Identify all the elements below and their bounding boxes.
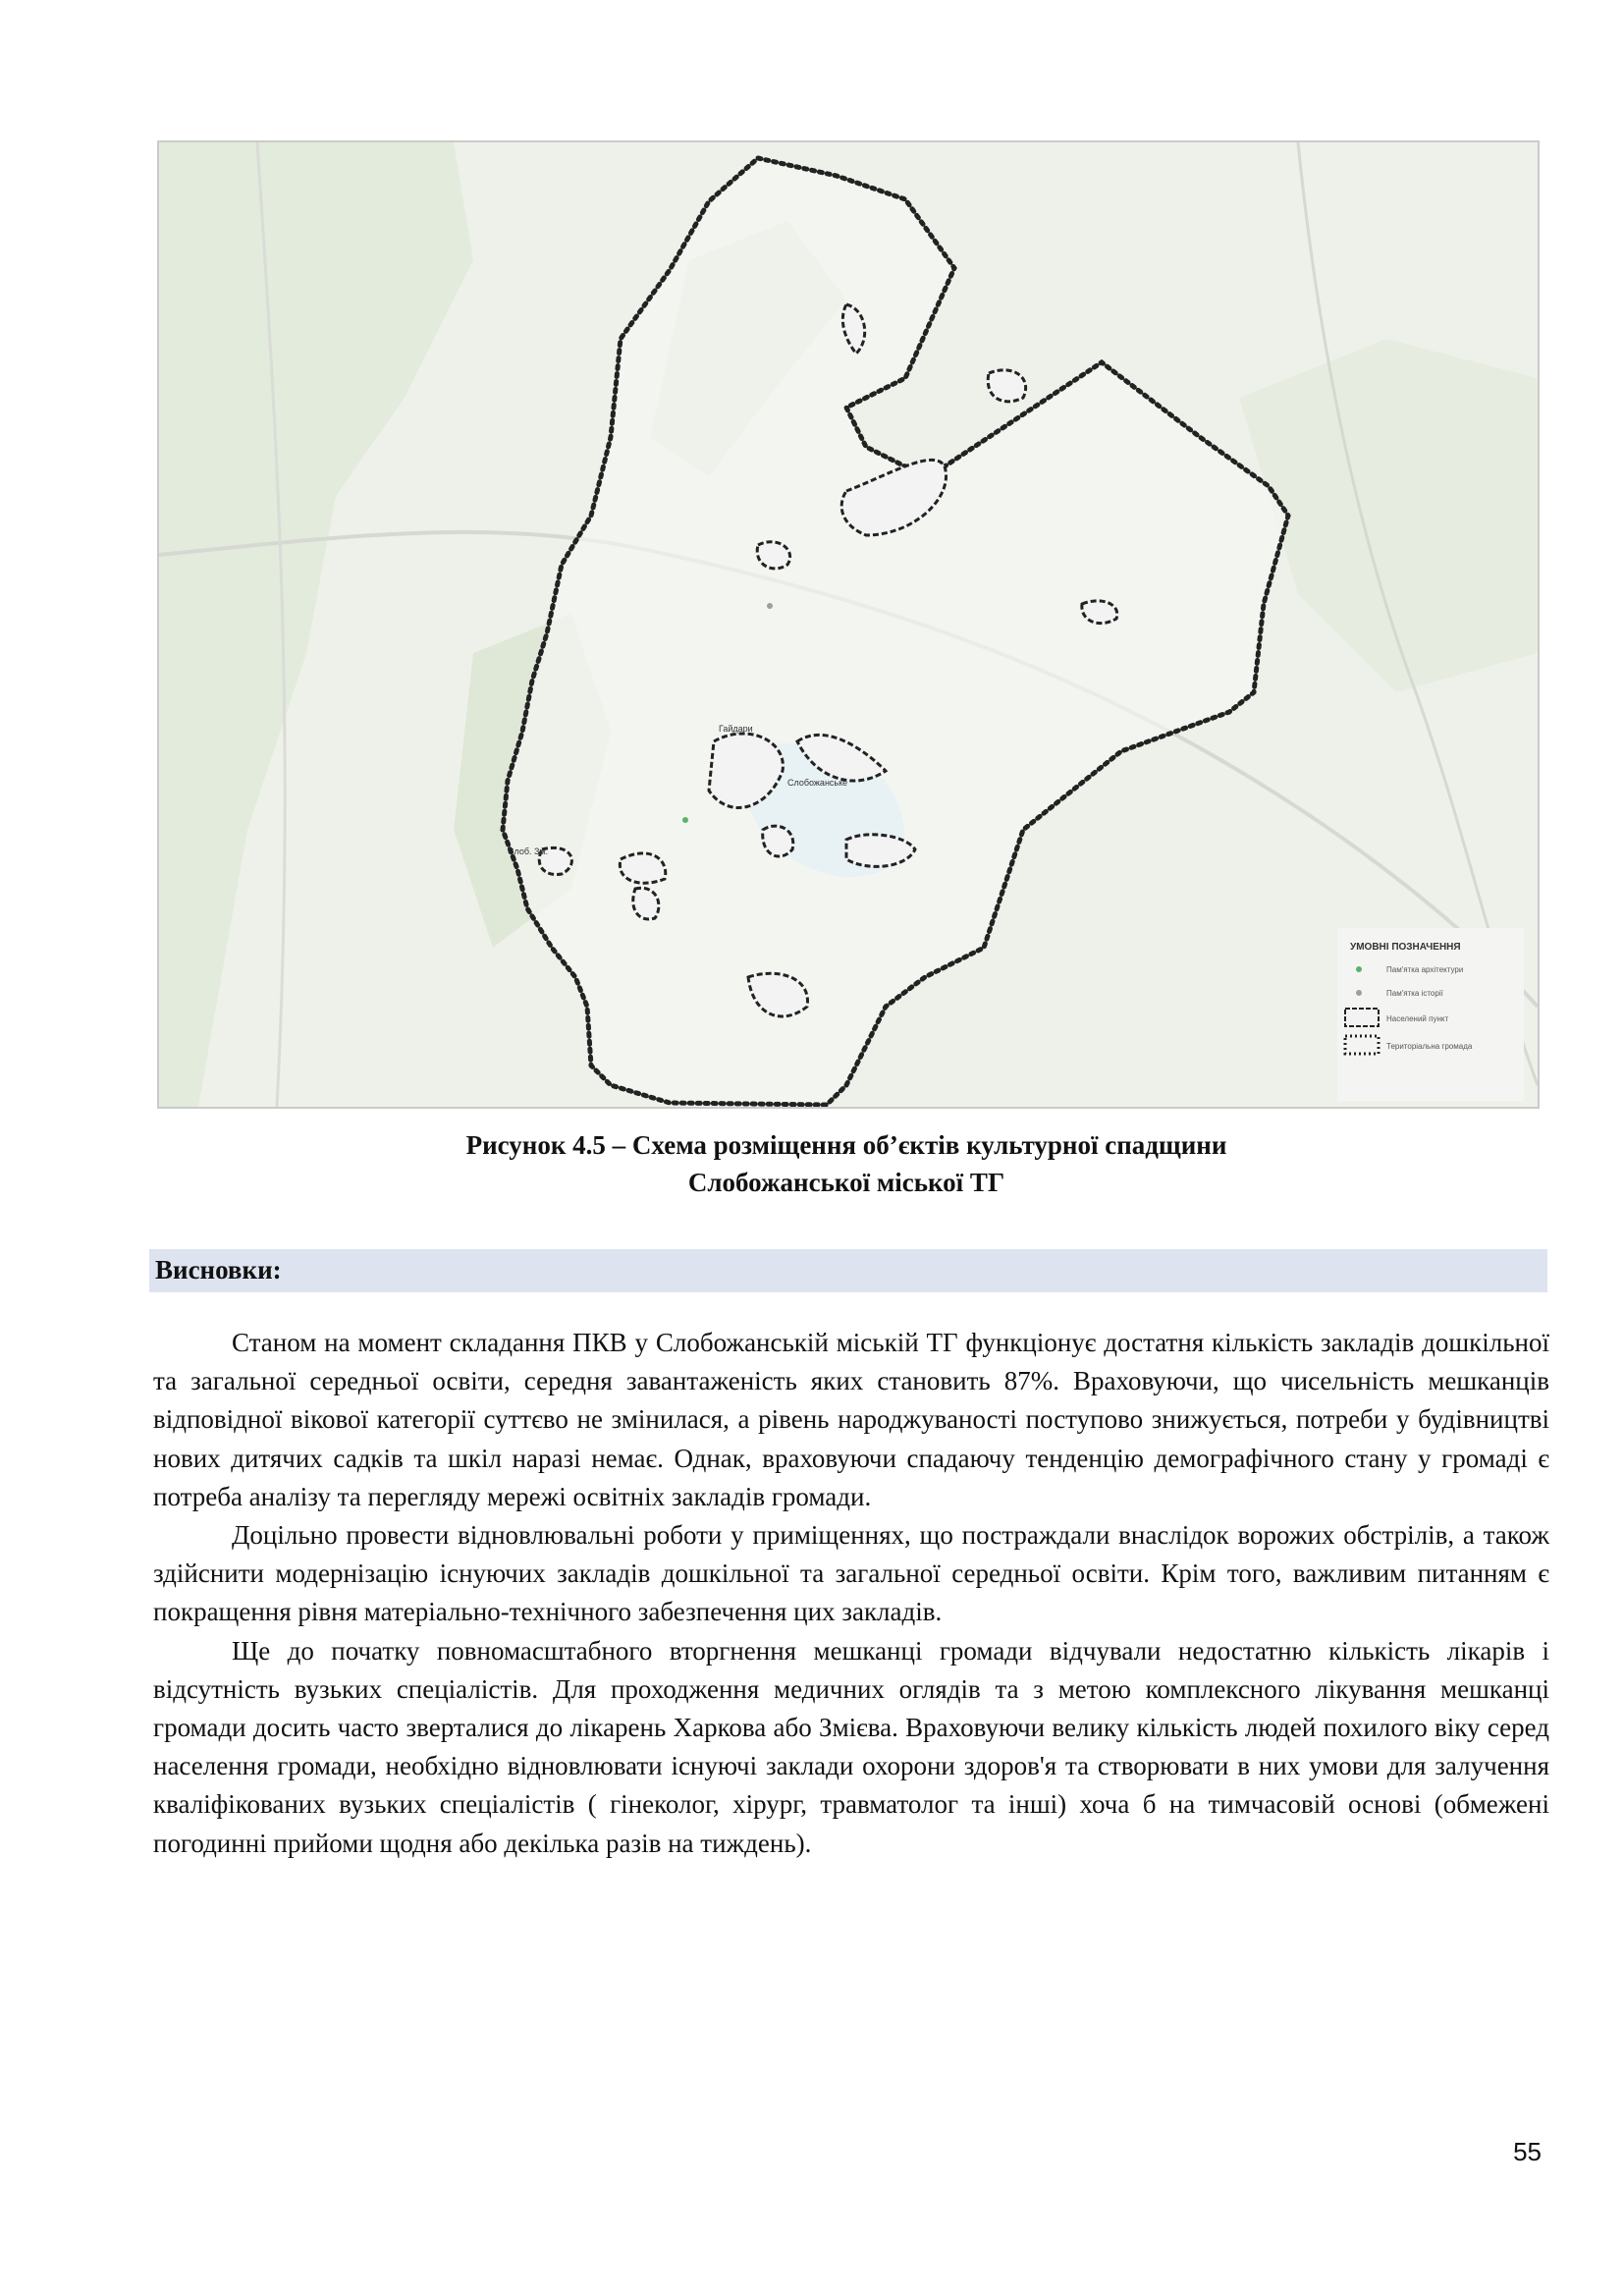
section-title: Висновки:	[155, 1255, 282, 1285]
map-label-slobozhanske: Слобожанське	[787, 778, 848, 788]
settlement-outline	[620, 853, 665, 883]
figure-caption-line1: Рисунок 4.5 – Схема розміщення об’єктів культурної спадщини	[465, 1130, 1227, 1160]
map-figure	[157, 140, 1540, 1109]
legend-symbol-history	[1356, 990, 1362, 996]
paragraph: Ще до початку повномасштабного вторгнення мешканці громади відчували недостатню кількість лікарів і відсутність вузьких спеціалістів. Для проходження медичних оглядів та з метою комплексного лікування мешканці громади досить часто зверталися до лікарень Харкова або Змієва. Враховуючи велику кількість людей похилого віку серед населення громади, необхідно відновлювати існуючі заклади охорони здоров'я та створювати в них умови для залучення кваліфікованих вузьких спеціалістів ( гінеколог, хірург, травматолог та інші) хоча б на тимчасовій основі (обмежені погодинні прийоми щодня або декілька разів на тиждень).	[153, 1635, 1549, 1858]
monument-point	[682, 817, 688, 823]
body-text	[153, 1324, 1549, 1863]
settlement-outline	[763, 826, 793, 856]
paragraph: Станом на момент складання ПКВ у Слобожанській міській ТГ функціонує достатня кількість закладів дошкільної та загальної середньої освіти, середня завантаженість яких становить 87%. Враховуючи, що чисельність мешканців відповідної вікової категорії суттєво не змінилася, а рівень народжуваності поступово знижується, потреби у будівництві нових дитячих садків та шкіл наразі немає. Однак, враховуючи спадаючу тенденцію демографічного стану у громаді є потреба аналізу та перегляду мережі освітніх закладів громади.	[153, 1328, 1549, 1511]
settlement-outline	[633, 888, 659, 919]
map-svg	[159, 142, 1538, 1107]
legend-item-history: Пам'ятка історії	[1386, 989, 1443, 998]
map-label-slob-zm: Слоб. Зм.	[508, 847, 549, 856]
legend-symbol-architecture	[1356, 966, 1362, 972]
map-legend	[1337, 928, 1524, 1101]
figure-caption-line2: Слобожанської міської ТГ	[687, 1168, 1005, 1197]
legend-title: УМОВНІ ПОЗНАЧЕННЯ	[1350, 942, 1461, 953]
legend-item-architecture: Пам'ятка архітектури	[1386, 965, 1464, 974]
page-number: 55	[1513, 2137, 1542, 2166]
map-label-haidary: Гайдари	[719, 724, 753, 734]
monument-point	[767, 603, 773, 609]
paragraph: Доцільно провести відновлювальні роботи у приміщеннях, що постраждали внаслідок ворожих обстрілів, а також здійснити модернізацію існуючих закладів дошкільної та загальної середньої освіти. Крім того, важливим питанням є покращення рівня матеріально-технічного забезпечення цих закладів.	[153, 1520, 1549, 1627]
settlement-outline	[757, 542, 789, 569]
legend-symbol-settlement	[1345, 1009, 1379, 1026]
section-header	[149, 1249, 1547, 1292]
legend-item-settlement: Населений пункт	[1386, 1014, 1449, 1023]
legend-item-community: Територіальна громада	[1386, 1042, 1473, 1051]
